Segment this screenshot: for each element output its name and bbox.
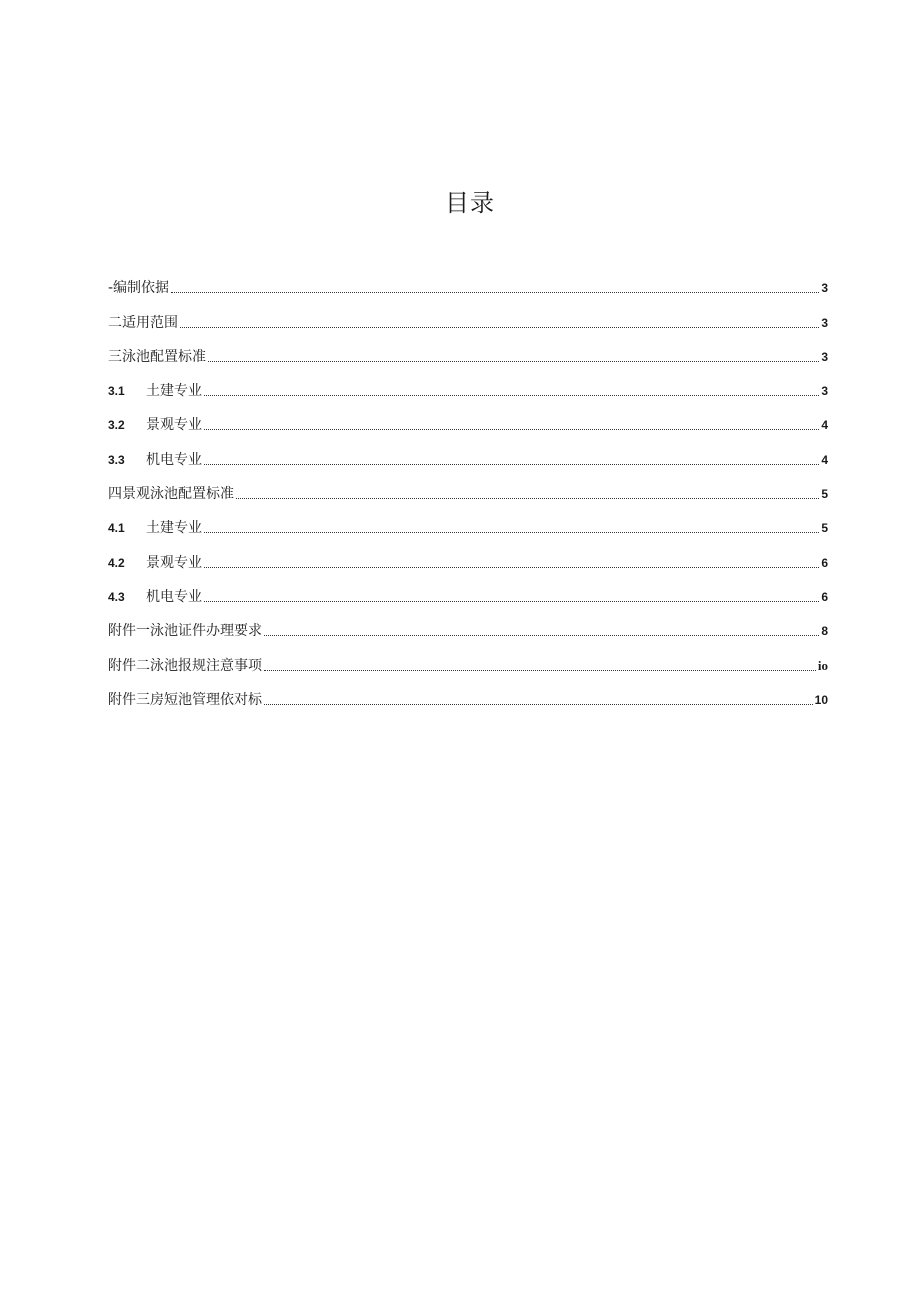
toc-entry-page: 5 bbox=[821, 521, 828, 536]
toc-entry-label: 二适用范围 bbox=[108, 314, 178, 331]
toc-entry-page: 4 bbox=[821, 418, 828, 433]
toc-entry-page: 3 bbox=[821, 384, 828, 399]
toc-entry-page: 6 bbox=[821, 555, 828, 570]
toc-entry-page: 10 bbox=[814, 692, 828, 707]
toc-entry-page: io bbox=[817, 657, 828, 673]
toc-entry[interactable] bbox=[108, 264, 828, 298]
toc-entry[interactable] bbox=[108, 641, 828, 675]
toc-entry-label: 景观专业 bbox=[146, 417, 202, 434]
toc-dot-leader bbox=[204, 395, 819, 396]
toc-entry-label: 景观专业 bbox=[146, 554, 202, 571]
toc-entry[interactable] bbox=[108, 401, 828, 435]
toc-entry-page: 4 bbox=[821, 452, 828, 467]
toc-entry-page: 8 bbox=[821, 624, 828, 639]
toc-entry[interactable] bbox=[108, 538, 828, 572]
toc-entry[interactable] bbox=[108, 607, 828, 641]
toc-entry-label: 四景观泳池配置标准 bbox=[108, 486, 234, 503]
toc-entry-label: 附件一泳池证件办理要求 bbox=[108, 623, 262, 640]
toc-entry[interactable] bbox=[108, 504, 828, 538]
toc-dot-leader bbox=[204, 464, 819, 465]
toc-entry-number: 3.1 bbox=[108, 384, 125, 399]
toc-dot-leader bbox=[180, 327, 819, 328]
toc-entry-label: 附件三房短池管理依对标 bbox=[108, 691, 262, 708]
toc-entry-page: 5 bbox=[821, 487, 828, 502]
toc-entry[interactable] bbox=[108, 573, 828, 607]
toc-entry-page: 6 bbox=[821, 589, 828, 604]
toc-dot-leader bbox=[264, 670, 816, 671]
toc-list bbox=[108, 264, 828, 710]
toc-entry[interactable] bbox=[108, 298, 828, 332]
toc-entry[interactable] bbox=[108, 367, 828, 401]
toc-entry-label: 土建专业 bbox=[146, 520, 202, 537]
toc-entry-label: 三泳池配置标准 bbox=[108, 348, 206, 365]
toc-entry-page: 3 bbox=[821, 315, 828, 330]
toc-entry-number: 4.3 bbox=[108, 589, 125, 604]
toc-dot-leader bbox=[204, 567, 819, 568]
toc-entry-number: 4.1 bbox=[108, 521, 125, 536]
toc-dot-leader bbox=[204, 601, 819, 602]
toc-dot-leader bbox=[208, 361, 819, 362]
toc-dot-leader bbox=[236, 498, 819, 499]
toc-entry[interactable] bbox=[108, 470, 828, 504]
toc-entry-page: 3 bbox=[821, 349, 828, 364]
toc-entry-label: -编制依据 bbox=[108, 280, 170, 297]
toc-entry-page: 3 bbox=[821, 281, 828, 296]
toc-entry[interactable] bbox=[108, 676, 828, 710]
toc-entry-number: 4.2 bbox=[108, 555, 125, 570]
toc-entry-label: 附件二泳池报规注意事项 bbox=[108, 657, 262, 674]
toc-entry-label: 土建专业 bbox=[146, 383, 202, 400]
toc-entry[interactable] bbox=[108, 435, 828, 469]
toc-entry-label: 机电专业 bbox=[146, 451, 202, 468]
toc-entry-label: 机电专业 bbox=[146, 588, 202, 605]
toc-dot-leader bbox=[204, 532, 819, 533]
toc-dot-leader bbox=[204, 429, 819, 430]
toc-dot-leader bbox=[171, 292, 819, 293]
toc-entry[interactable] bbox=[108, 333, 828, 367]
toc-dot-leader bbox=[264, 704, 813, 705]
toc-title: 目录 bbox=[445, 189, 495, 217]
toc-dot-leader bbox=[264, 635, 819, 636]
toc-entry-number: 3.2 bbox=[108, 418, 125, 433]
toc-entry-number: 3.3 bbox=[108, 452, 125, 467]
